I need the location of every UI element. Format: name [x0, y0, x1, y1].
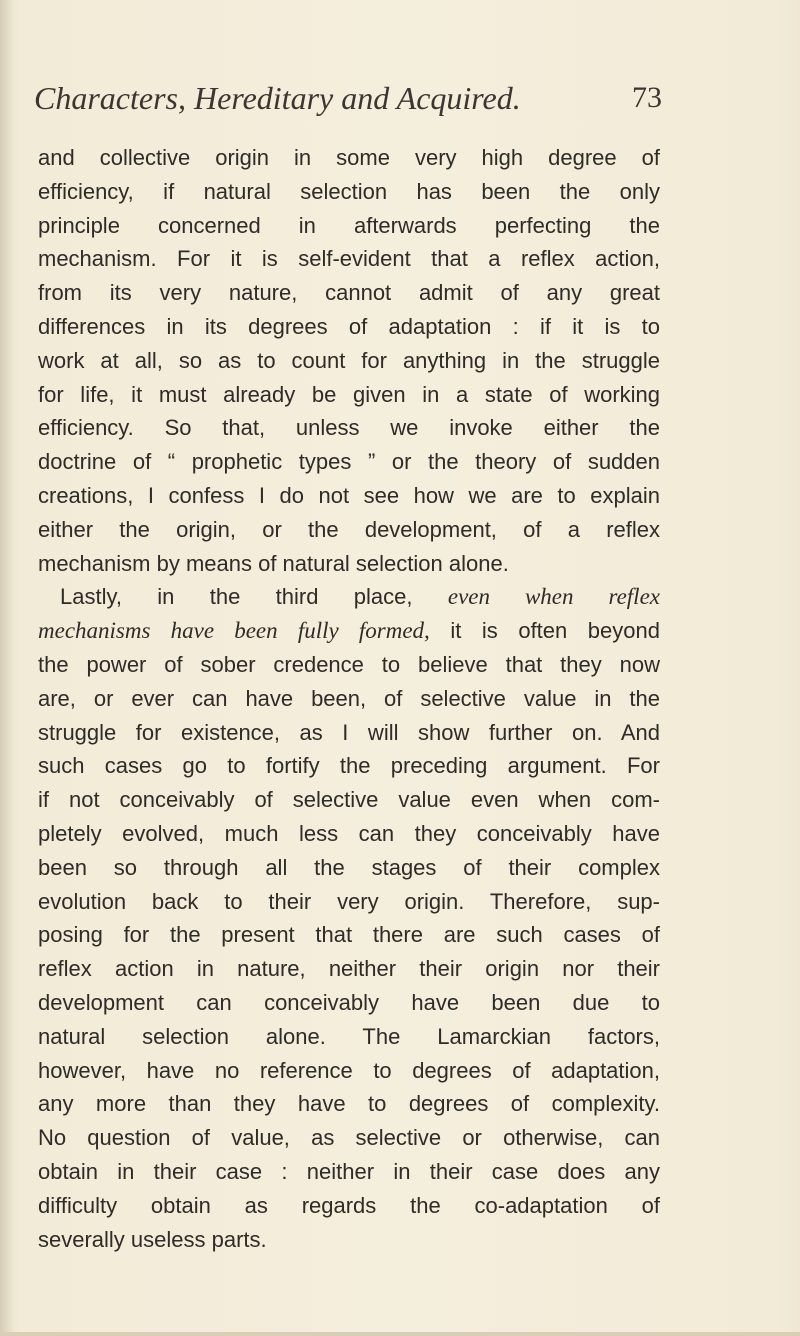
text-line: mechanism by means of natural selection alone. — [38, 550, 509, 576]
text-segment: Lastly, in the third place, — [60, 584, 413, 610]
text-line: evolution back to their very origin. Therefore, sup- — [38, 888, 660, 914]
text-line: and collective origin in some very high degree of — [38, 145, 660, 170]
page-bottom-edge — [0, 1332, 800, 1336]
text-line: either the origin, or the development, of a reflex — [38, 516, 660, 542]
text-line: mechanism. For it is self-evident that a reflex action, — [38, 246, 660, 272]
page-gutter-shadow — [0, 0, 14, 1336]
text-line: pletely evolved, much less can they conceivably have — [38, 820, 660, 846]
text-line: work at all, so as to count for anything in the struggle — [38, 347, 660, 373]
text-line: struggle for existence, as I will show further on. And — [38, 719, 660, 745]
text-line: No question of value, as selective or otherwise, can — [38, 1125, 660, 1151]
text-line-mixed — [38, 614, 660, 648]
text-line: doctrine of “ prophetic types ” or the theory of sudden — [38, 449, 660, 475]
text-line: however, have no reference to degrees of adaptation, — [38, 1057, 660, 1083]
italic-segment: mechanisms have been fully formed, — [38, 618, 430, 644]
text-line: for life, it must already be given in a state of working — [38, 381, 660, 407]
text-line: creations, I confess I do not see how we are to explain — [38, 482, 660, 508]
text-line: posing for the present that there are such cases of — [38, 922, 660, 948]
text-line: differences in its degrees of adaptation : if it is to — [38, 313, 660, 339]
text-line-mixed — [38, 580, 660, 614]
page-number: 73 — [632, 81, 662, 114]
text-line: difficulty obtain as regards the co-adaptation of — [38, 1192, 660, 1218]
text-line: the power of sober credence to believe that they now — [38, 651, 660, 677]
text-line: are, or ever can have been, of selective value in the — [38, 685, 660, 711]
page-header — [34, 78, 662, 118]
text-line: efficiency, if natural selection has been the only — [38, 178, 660, 204]
text-line: natural selection alone. The Lamarckian factors, — [38, 1023, 660, 1049]
body-text — [38, 141, 660, 1256]
text-line: severally useless parts. — [38, 1226, 267, 1252]
text-line: from its very nature, cannot admit of any great — [38, 280, 660, 306]
running-title: Characters, Hereditary and Acquired. — [34, 80, 521, 116]
text-line: reflex action in nature, neither their origin nor their — [38, 956, 660, 982]
text-line: been so through all the stages of their complex — [38, 854, 660, 880]
text-segment: it is often beyond — [429, 618, 660, 644]
italic-segment: even when reflex — [447, 584, 660, 610]
text-line: principle concerned in afterwards perfecting the — [38, 212, 660, 238]
text-line: if not conceivably of selective value even when com- — [38, 787, 660, 813]
text-line: efficiency. So that, unless we invoke either the — [38, 415, 660, 441]
text-line: such cases go to fortify the preceding argument. For — [38, 753, 660, 779]
text-line: obtain in their case : neither in their case does any — [38, 1158, 660, 1184]
text-line: any more than they have to degrees of complexity. — [38, 1091, 660, 1117]
text-line: development can conceivably have been due to — [38, 989, 660, 1015]
